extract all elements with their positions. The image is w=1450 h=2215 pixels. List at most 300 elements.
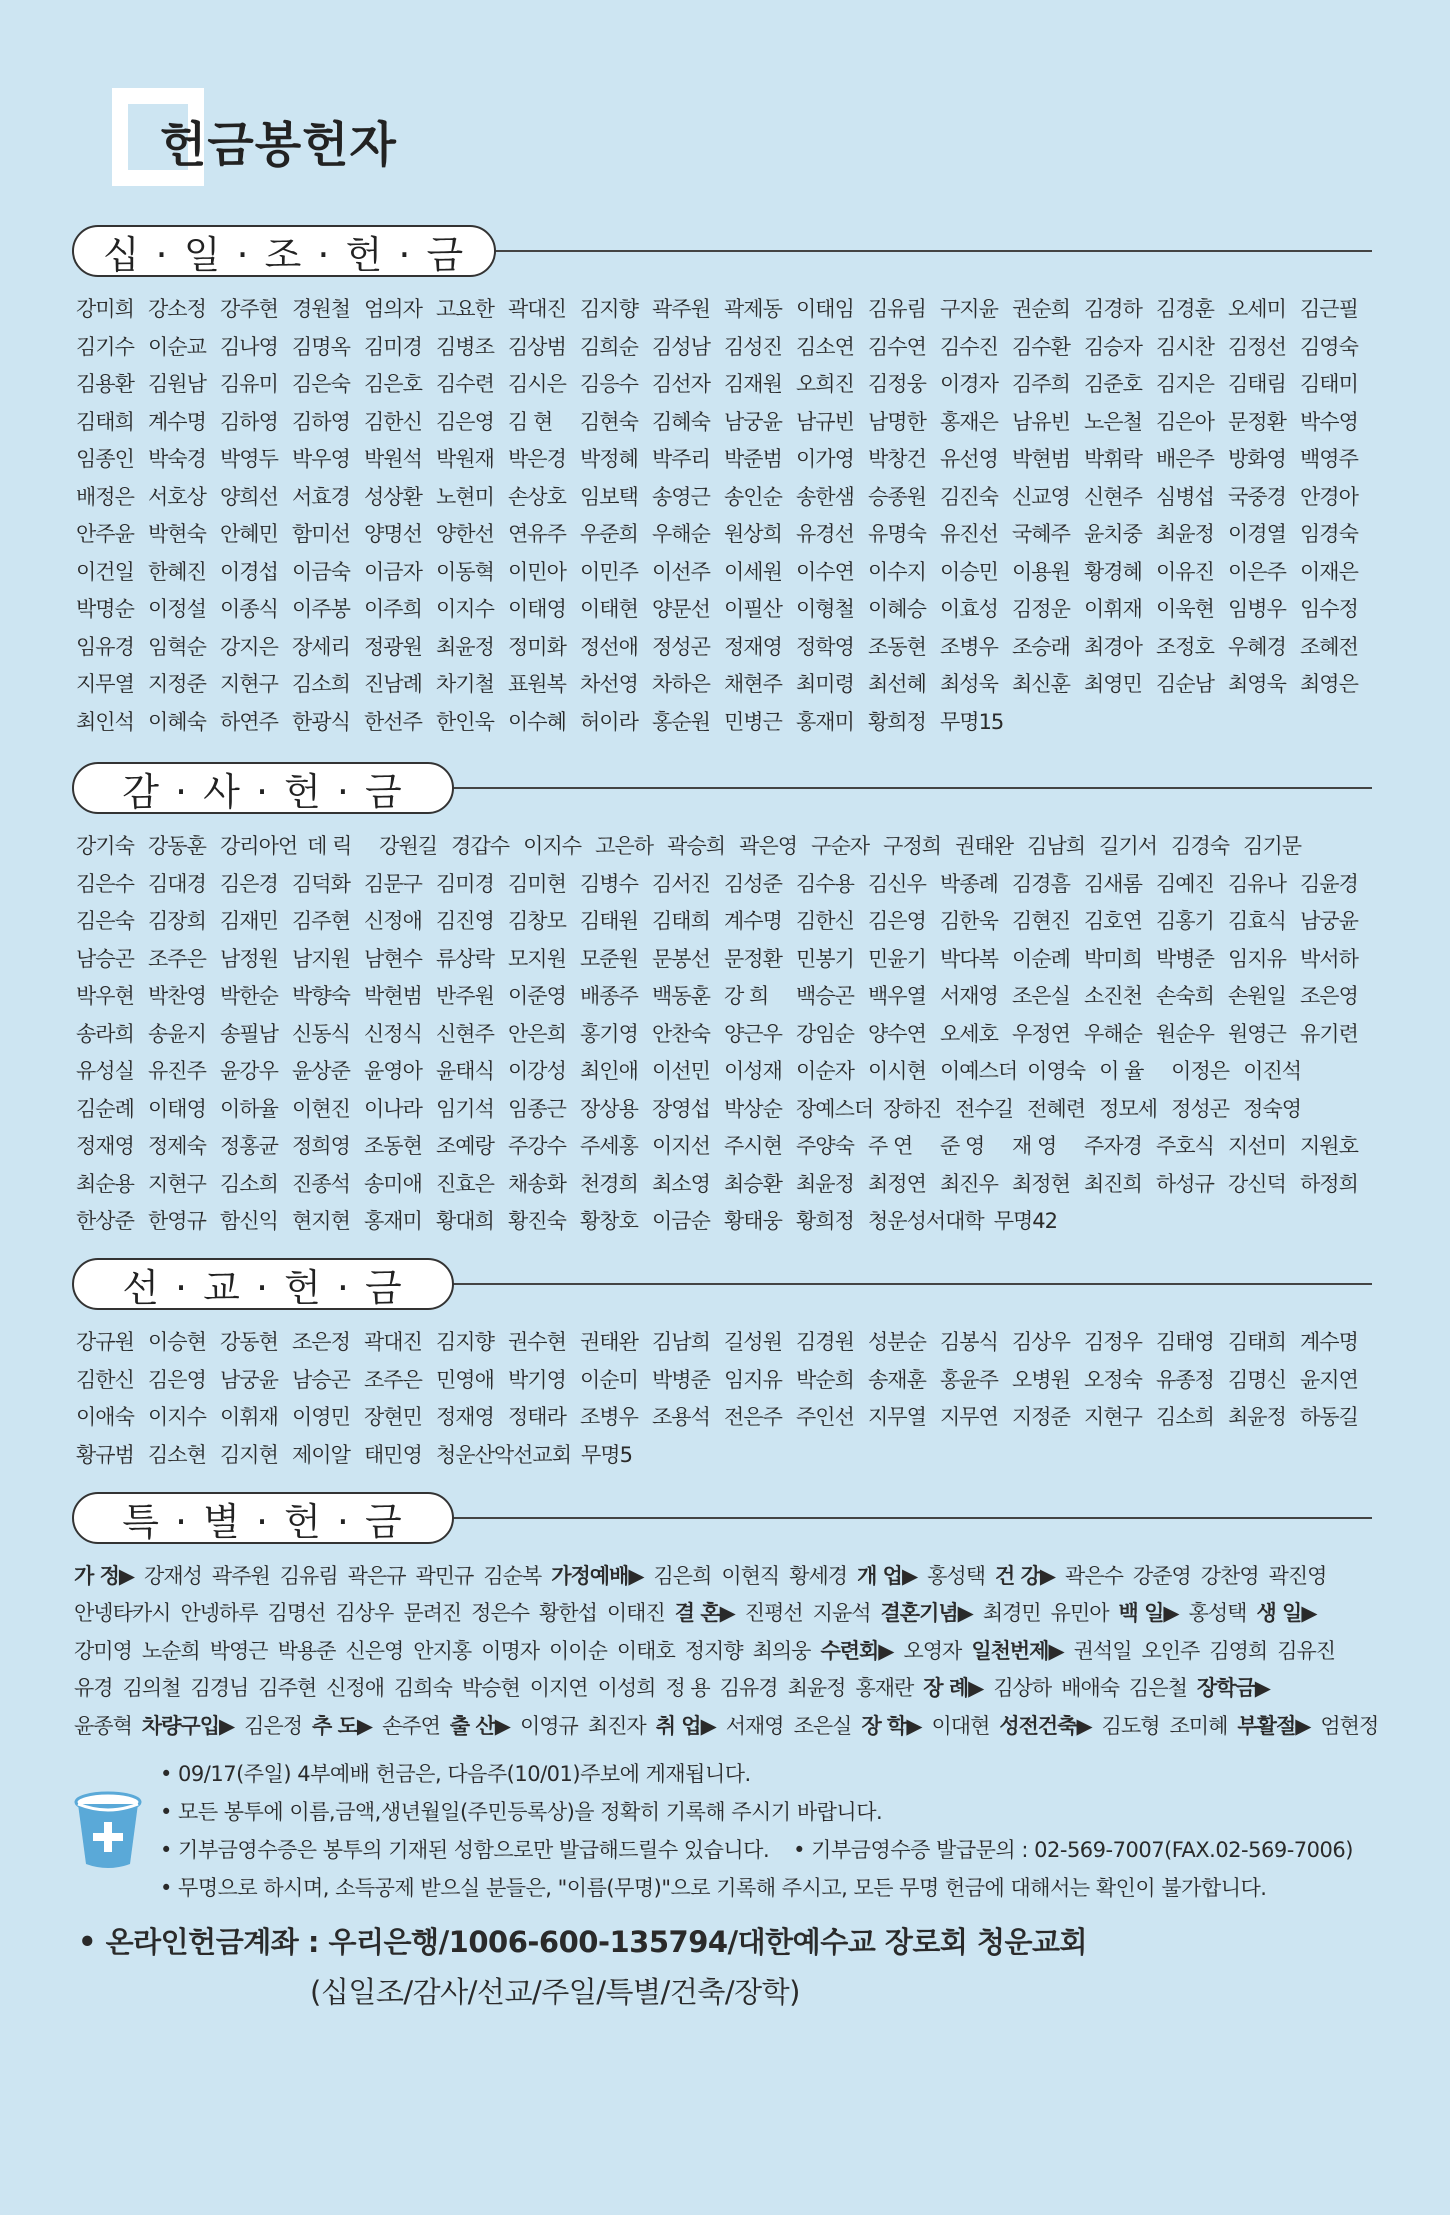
donor-name: 김기수 bbox=[76, 334, 134, 359]
donor-name: 지선미 bbox=[1228, 1134, 1286, 1158]
donor-name: 김나영 bbox=[220, 334, 278, 359]
note-line bbox=[160, 1831, 1420, 1869]
donor-name: 김지향 bbox=[580, 297, 638, 321]
donor-name: 지정준 bbox=[1012, 1405, 1070, 1429]
donor-name: 김태희 bbox=[652, 909, 710, 933]
donor-name: 태민영 bbox=[364, 1442, 422, 1467]
donor-name: 최성욱 bbox=[940, 672, 998, 696]
donor-name: 천경희 bbox=[580, 1171, 638, 1196]
donor-name: 배정은 bbox=[76, 484, 134, 509]
donor-name: 박다복 bbox=[940, 946, 998, 971]
donor-name: 강동훈 bbox=[148, 834, 206, 858]
donor-name: 김경숙 bbox=[1171, 834, 1230, 858]
donor-name: 김한욱 bbox=[940, 909, 998, 933]
donor-name: 김수용 bbox=[796, 871, 854, 896]
donor-name: 남궁윤 bbox=[1300, 909, 1358, 933]
donor-name: 김현진 bbox=[1012, 909, 1070, 933]
donor-name: 손원일 bbox=[1228, 984, 1286, 1008]
donor-name: 김은숙 bbox=[76, 909, 134, 933]
offering-category: 가 정▶ bbox=[74, 1563, 135, 1588]
donor-name: 손상호 bbox=[508, 484, 566, 509]
donor-name: 조은실 bbox=[793, 1713, 852, 1738]
donor-name: 청운성서대학 bbox=[868, 1209, 984, 1233]
donor-name: 김한신 bbox=[76, 1367, 134, 1392]
donor-name: 김지현 bbox=[220, 1442, 278, 1467]
donor-name: 김상범 bbox=[508, 334, 566, 359]
donor-name: 신현주 bbox=[1084, 484, 1142, 509]
donor-name: 민병근 bbox=[724, 709, 782, 734]
donor-name: 윤강우 bbox=[220, 1059, 278, 1083]
donor-name: 윤지연 bbox=[1300, 1367, 1358, 1392]
donor-name: 김재민 bbox=[220, 909, 278, 933]
donor-name: 정홍균 bbox=[220, 1134, 278, 1158]
offering-category: 생 일▶ bbox=[1256, 1601, 1317, 1626]
donor-name: 김유림 bbox=[279, 1563, 338, 1588]
donor-name: 이준영 bbox=[508, 984, 566, 1008]
donor-name: 전은주 bbox=[724, 1405, 782, 1429]
donor-name: 함미선 bbox=[292, 522, 350, 546]
donor-name: 이태현 bbox=[580, 597, 638, 621]
donor-name: 최미령 bbox=[796, 672, 854, 696]
donor-name: 소진천 bbox=[1084, 984, 1142, 1008]
donor-name: 강소정 bbox=[148, 297, 206, 321]
donor-name: 고은하 bbox=[595, 834, 654, 858]
donor-name: 김태희 bbox=[76, 409, 134, 434]
donor-name: 안혜민 bbox=[220, 522, 278, 546]
donor-name: 조용석 bbox=[652, 1405, 710, 1429]
donor-name: 한광식 bbox=[292, 709, 350, 734]
donor-name: 김새롬 bbox=[1084, 871, 1142, 896]
donor-name: 김은정 bbox=[244, 1713, 303, 1738]
donor-name: 고요한 bbox=[436, 297, 494, 321]
donor-name: 김창모 bbox=[508, 909, 566, 933]
offering-category: 건 강▶ bbox=[994, 1563, 1056, 1588]
donor-name: 박현숙 bbox=[148, 522, 206, 546]
donor-name: 남승곤 bbox=[76, 946, 134, 971]
donor-name: 이영규 bbox=[519, 1713, 578, 1738]
donor-name: 김봉식 bbox=[940, 1330, 998, 1354]
donor-name: 지정준 bbox=[148, 672, 206, 696]
donor-name: 이경섭 bbox=[220, 559, 278, 584]
donor-name: 장하진 bbox=[883, 1096, 942, 1121]
donor-name: 김은경 bbox=[220, 871, 278, 896]
donor-name: 황세경 bbox=[789, 1563, 848, 1588]
donor-name: 김병수 bbox=[580, 871, 638, 896]
donor-name: 이대현 bbox=[931, 1713, 990, 1738]
donor-name: 임유경 bbox=[76, 634, 134, 659]
offering-category: 부활절▶ bbox=[1237, 1713, 1311, 1738]
donor-name: 이지연 bbox=[529, 1676, 588, 1701]
donor-name: 양근우 bbox=[724, 1021, 782, 1046]
donor-name: 정성곤 bbox=[1171, 1096, 1230, 1121]
donor-name: 진남례 bbox=[364, 672, 422, 696]
donor-name: 강주현 bbox=[220, 297, 278, 321]
donor-name: 김주희 bbox=[1012, 372, 1070, 396]
donor-name: 이효성 bbox=[940, 597, 998, 621]
donor-name: 이혜숙 bbox=[148, 709, 206, 734]
donor-name: 백동훈 bbox=[652, 984, 710, 1008]
donor-name: 현지현 bbox=[292, 1209, 350, 1233]
donor-name: 곽민규 bbox=[415, 1563, 474, 1588]
donor-name: 우해순 bbox=[1084, 1021, 1142, 1046]
donor-name: 김희숙 bbox=[394, 1676, 452, 1701]
donor-name: 김은영 bbox=[148, 1367, 206, 1392]
donor-name: 신동식 bbox=[292, 1021, 350, 1046]
note-line: • 모든 봉투에 이름,금액,생년월일(주민등록상)을 정확히 기록해 주시기 바랍니다. bbox=[160, 1800, 883, 1824]
offering-category: 가정예배▶ bbox=[551, 1563, 644, 1588]
donor-name: 김호연 bbox=[1084, 909, 1142, 933]
donor-name: 김경하 bbox=[1084, 297, 1142, 321]
donor-name: 이시현 bbox=[868, 1059, 926, 1083]
donor-name: 박종례 bbox=[940, 871, 998, 896]
donor-name: 김주현 bbox=[258, 1676, 317, 1701]
donor-name: 임종근 bbox=[508, 1096, 566, 1121]
donor-name: 지무열 bbox=[76, 672, 134, 696]
donor-name: 황태웅 bbox=[724, 1209, 782, 1233]
donor-name: 이승민 bbox=[940, 559, 998, 584]
donor-name: 강동현 bbox=[220, 1330, 278, 1354]
donor-name: 최진희 bbox=[1084, 1171, 1142, 1196]
donor-name: 강재성 bbox=[144, 1563, 202, 1588]
offering-category: 장학금▶ bbox=[1196, 1676, 1270, 1701]
donor-name: 유성실 bbox=[76, 1059, 134, 1083]
donor-name: 원순우 bbox=[1156, 1021, 1214, 1046]
donor-name: 김태희 bbox=[1228, 1330, 1286, 1354]
donor-name: 김신우 bbox=[868, 871, 926, 896]
donor-name: 지무연 bbox=[940, 1405, 998, 1429]
donor-name: 김병조 bbox=[436, 334, 494, 359]
donor-name: 이수지 bbox=[868, 559, 926, 584]
donor-name: 강신덕 bbox=[1228, 1171, 1286, 1196]
donor-name: 김예진 bbox=[1156, 871, 1214, 896]
donor-name: 김순복 bbox=[483, 1563, 542, 1588]
donor-name: 박미희 bbox=[1084, 946, 1142, 971]
donor-name: 송한샘 bbox=[796, 484, 854, 509]
donor-name: 최정연 bbox=[868, 1171, 926, 1196]
donor-name: 양희선 bbox=[220, 484, 278, 509]
donor-name: 김하영 bbox=[220, 409, 278, 434]
donor-name: 홍순원 bbox=[652, 709, 710, 734]
donor-name: 이주봉 bbox=[292, 597, 350, 621]
section-label: 십 · 일 · 조 · 헌 · 금 bbox=[72, 225, 496, 277]
donor-name: 조주은 bbox=[148, 946, 206, 971]
donor-name: 강규원 bbox=[76, 1330, 134, 1354]
donor-name: 곽은규 bbox=[347, 1563, 406, 1588]
donor-name: 박영근 bbox=[209, 1638, 268, 1663]
donor-name: 김원남 bbox=[148, 372, 206, 396]
donor-name: 김유진 bbox=[1277, 1638, 1336, 1663]
donor-name: 데 릭 bbox=[307, 834, 352, 858]
donor-name: 이혜승 bbox=[868, 597, 926, 621]
donor-name: 구정희 bbox=[883, 834, 942, 858]
donor-name: 한인욱 bbox=[436, 709, 494, 734]
donor-name: 박정혜 bbox=[580, 447, 638, 471]
donor-name: 윤영아 bbox=[364, 1059, 422, 1083]
donor-name: 홍재미 bbox=[364, 1209, 422, 1233]
donor-name: 유경선 bbox=[796, 522, 854, 546]
donor-name: 이성재 bbox=[724, 1059, 782, 1083]
donor-name: 최정현 bbox=[1012, 1171, 1070, 1196]
donor-name: 신정식 bbox=[364, 1021, 422, 1046]
donor-name: 박기영 bbox=[508, 1367, 566, 1392]
donor-name: 재 영 bbox=[1012, 1134, 1057, 1158]
donor-name: 신교영 bbox=[1012, 484, 1070, 509]
donor-name: 김은아 bbox=[1156, 409, 1214, 434]
donor-name: 정학영 bbox=[796, 634, 854, 659]
donor-name: 안넹하루 bbox=[180, 1601, 258, 1626]
donor-name: 김희순 bbox=[580, 334, 638, 359]
donor-name: 이선민 bbox=[652, 1059, 710, 1083]
donor-name: 김은호 bbox=[364, 372, 422, 396]
donor-name: 이승현 bbox=[148, 1330, 206, 1354]
donor-name: 황규범 bbox=[76, 1442, 134, 1467]
donor-name: 김진영 bbox=[436, 909, 494, 933]
section-header bbox=[72, 762, 1372, 814]
donor-name: 김홍기 bbox=[1156, 909, 1214, 933]
donor-name: 최신훈 bbox=[1012, 672, 1070, 696]
donor-name: 박은경 bbox=[508, 447, 566, 471]
donor-name: 김주현 bbox=[292, 909, 350, 933]
donor-name: 김유경 bbox=[719, 1676, 778, 1701]
donor-name: 정모세 bbox=[1099, 1096, 1158, 1121]
donor-name: 안지홍 bbox=[413, 1638, 472, 1663]
donor-name: 이영민 bbox=[292, 1405, 350, 1429]
donor-name: 이세원 bbox=[724, 559, 782, 584]
donor-name: 이나라 bbox=[364, 1096, 422, 1121]
donor-name: 모지원 bbox=[508, 946, 566, 971]
donor-name: 송필남 bbox=[220, 1021, 278, 1046]
donor-name: 홍성택 bbox=[927, 1563, 985, 1588]
donor-name: 김선자 bbox=[652, 372, 710, 396]
offering-box-icon bbox=[72, 1790, 144, 1870]
donor-name: 김명옥 bbox=[292, 334, 350, 359]
section-label: 감 · 사 · 헌 · 금 bbox=[72, 762, 454, 814]
donor-name: 김용환 bbox=[76, 372, 134, 396]
donor-name: 길기서 bbox=[1099, 834, 1158, 858]
donor-name: 이태진 bbox=[606, 1601, 665, 1626]
donor-name: 원상희 bbox=[724, 522, 782, 546]
donor-name: 조은정 bbox=[292, 1330, 350, 1354]
donor-name: 이이순 bbox=[549, 1638, 607, 1663]
donor-name: 이금자 bbox=[364, 559, 422, 584]
donor-name: 최윤정 bbox=[796, 1171, 854, 1196]
donor-name: 구순자 bbox=[811, 834, 870, 858]
note-receipt-inquiry: • 기부금영수증 발급문의 : 02-569-7007(FAX.02-569-7006) bbox=[793, 1838, 1353, 1862]
donor-name: 오정숙 bbox=[1084, 1367, 1142, 1392]
donor-name: 하정희 bbox=[1300, 1171, 1358, 1196]
donor-name: 주강수 bbox=[508, 1134, 566, 1158]
donor-name: 이태영 bbox=[508, 597, 566, 621]
page-title: 헌금봉헌자 bbox=[160, 117, 397, 173]
donor-name: 김성남 bbox=[652, 334, 710, 359]
donor-name: 성상환 bbox=[364, 484, 422, 509]
donor-name: 김미경 bbox=[364, 334, 422, 359]
donor-name: 송재훈 bbox=[868, 1367, 926, 1392]
donor-name: 주 연 bbox=[868, 1134, 913, 1158]
donor-name: 이주희 bbox=[364, 597, 422, 621]
donor-name: 권태완 bbox=[580, 1330, 638, 1354]
donor-name: 김윤경 bbox=[1300, 871, 1358, 896]
donor-name: 홍재미 bbox=[796, 709, 854, 734]
special-row bbox=[74, 1631, 1374, 1669]
donor-name: 김지은 bbox=[1156, 372, 1214, 396]
donor-name: 이용원 bbox=[1012, 559, 1070, 584]
donor-name: 박향숙 bbox=[292, 984, 350, 1008]
donor-name: 정희영 bbox=[292, 1134, 350, 1158]
donor-name: 오세호 bbox=[940, 1021, 998, 1046]
donor-name: 노현미 bbox=[436, 484, 494, 509]
donor-name: 장세리 bbox=[292, 634, 350, 659]
donor-name: 최영은 bbox=[1300, 672, 1358, 696]
donor-name: 황창호 bbox=[580, 1209, 638, 1233]
donor-name: 방화영 bbox=[1228, 447, 1286, 471]
donor-name: 김시은 bbox=[508, 372, 566, 396]
donor-name: 정미화 bbox=[508, 634, 566, 659]
donor-name: 무명42 bbox=[993, 1209, 1058, 1233]
donor-name: 장예스더 bbox=[796, 1096, 874, 1121]
donor-name: 손숙희 bbox=[1156, 984, 1214, 1008]
donor-name: 황희정 bbox=[796, 1209, 854, 1233]
donor-name: 경갑수 bbox=[451, 834, 510, 858]
donor-name: 우혜경 bbox=[1228, 634, 1286, 659]
donor-name: 김상우 bbox=[1012, 1330, 1070, 1354]
donor-name: 이현진 bbox=[292, 1096, 350, 1121]
online-account-categories: (십일조/감사/선교/주일/특별/건축/장학) bbox=[310, 1975, 800, 2009]
donor-name: 김태림 bbox=[1228, 372, 1286, 396]
donor-name: 정 용 bbox=[665, 1676, 710, 1701]
donor-name: 이태호 bbox=[616, 1638, 675, 1663]
donor-name: 김상우 bbox=[335, 1601, 394, 1626]
donor-name: 남궁윤 bbox=[724, 409, 782, 434]
donor-name: 김정선 bbox=[1228, 334, 1286, 359]
donor-name: 정재영 bbox=[724, 634, 782, 659]
donor-name: 김혜숙 bbox=[652, 409, 710, 434]
special-row bbox=[74, 1594, 1374, 1632]
donor-name: 김수환 bbox=[1012, 334, 1070, 359]
donor-name: 안주윤 bbox=[76, 522, 134, 546]
donor-name: 김미경 bbox=[436, 871, 494, 896]
donor-name: 곽주원 bbox=[211, 1563, 270, 1588]
donor-name: 김남희 bbox=[652, 1330, 710, 1354]
donor-name: 이순미 bbox=[580, 1367, 638, 1392]
donor-name: 이지수 bbox=[523, 834, 582, 858]
donor-name: 차선영 bbox=[580, 672, 638, 696]
donor-name: 황진숙 bbox=[508, 1209, 566, 1233]
donor-name: 남규빈 bbox=[796, 409, 854, 434]
donor-name: 강리아언 bbox=[220, 834, 298, 858]
donor-name: 김수연 bbox=[868, 334, 926, 359]
donor-name: 박현범 bbox=[364, 984, 422, 1008]
offering-category: 장 학▶ bbox=[861, 1713, 922, 1738]
donor-name: 양명선 bbox=[364, 522, 422, 546]
donor-name: 이지수 bbox=[436, 597, 494, 621]
donor-name: 이경자 bbox=[940, 372, 998, 396]
donor-name: 황희정 bbox=[868, 709, 926, 734]
donor-name: 윤종혁 bbox=[74, 1713, 132, 1738]
offering-category: 성전건축▶ bbox=[999, 1713, 1092, 1738]
donor-name: 김유림 bbox=[868, 297, 926, 321]
donor-name: 홍윤주 bbox=[940, 1367, 998, 1392]
donor-name: 차기철 bbox=[436, 672, 494, 696]
donor-name: 주세홍 bbox=[580, 1134, 638, 1158]
donor-name: 노순희 bbox=[141, 1638, 200, 1663]
donor-name: 조주은 bbox=[364, 1367, 422, 1392]
donor-name: 신정애 bbox=[326, 1676, 385, 1701]
donor-name: 조정호 bbox=[1156, 634, 1214, 659]
donor-name: 임병우 bbox=[1228, 597, 1286, 621]
donor-name: 이재은 bbox=[1300, 559, 1358, 584]
donor-name: 지현구 bbox=[148, 1171, 206, 1196]
special-row bbox=[74, 1669, 1374, 1707]
donor-name: 채현주 bbox=[724, 672, 782, 696]
donor-name: 이정설 bbox=[148, 597, 206, 621]
donor-name: 서재영 bbox=[940, 984, 998, 1008]
donor-name: 박한순 bbox=[220, 984, 278, 1008]
donor-name: 윤태식 bbox=[436, 1059, 494, 1083]
donor-name: 지현구 bbox=[1084, 1405, 1142, 1429]
donor-name: 박휘락 bbox=[1084, 447, 1142, 471]
donor-name: 강지은 bbox=[220, 634, 278, 659]
offering-category: 출 산▶ bbox=[449, 1713, 510, 1738]
donor-name: 김한신 bbox=[796, 909, 854, 933]
donor-name: 함신익 bbox=[220, 1209, 278, 1233]
donor-name: 남명한 bbox=[868, 409, 926, 434]
donor-name: 홍재란 bbox=[855, 1676, 914, 1701]
donor-name: 민봉기 bbox=[796, 946, 854, 971]
donor-name: 김진숙 bbox=[940, 484, 998, 509]
donor-name: 임기석 bbox=[436, 1096, 494, 1121]
donor-name: 홍기영 bbox=[580, 1021, 638, 1046]
donor-name: 박준범 bbox=[724, 447, 782, 471]
donor-name: 이민아 bbox=[508, 559, 566, 584]
donor-name: 최의웅 bbox=[752, 1638, 811, 1663]
donor-name: 조은영 bbox=[1300, 984, 1358, 1008]
donor-name: 김문구 bbox=[364, 871, 422, 896]
donor-name: 차하은 bbox=[652, 672, 710, 696]
donor-name: 김은영 bbox=[436, 409, 494, 434]
donor-name: 김응수 bbox=[580, 372, 638, 396]
offering-category: 차량구입▶ bbox=[141, 1713, 235, 1738]
donor-name: 오인주 bbox=[1141, 1638, 1200, 1663]
donor-name: 권태완 bbox=[955, 834, 1014, 858]
donor-name: 임보택 bbox=[580, 484, 638, 509]
donor-name: 이태영 bbox=[148, 1096, 206, 1121]
donor-name: 청운산악선교회 bbox=[436, 1442, 572, 1467]
donor-name: 한혜진 bbox=[148, 559, 206, 584]
donor-name: 임수정 bbox=[1300, 597, 1358, 621]
donor-name: 김소희 bbox=[220, 1171, 278, 1196]
donor-name: 유진선 bbox=[940, 522, 998, 546]
donor-name: 장상용 bbox=[580, 1096, 638, 1121]
donor-name: 남지원 bbox=[292, 946, 350, 971]
donor-name: 심병섭 bbox=[1156, 484, 1214, 509]
donor-name: 김태영 bbox=[1156, 1330, 1214, 1354]
donor-name: 정성곤 bbox=[652, 634, 710, 659]
donor-name: 김명신 bbox=[1228, 1367, 1286, 1392]
donor-name: 윤치중 bbox=[1084, 522, 1142, 546]
donor-name: 김태미 bbox=[1300, 372, 1358, 396]
donor-name: 무명15 bbox=[940, 709, 1004, 734]
offering-category: 결 혼▶ bbox=[674, 1601, 735, 1626]
donor-name: 한상준 bbox=[76, 1209, 134, 1233]
donor-name: 오세미 bbox=[1228, 297, 1286, 321]
donor-name: 김영숙 bbox=[1300, 334, 1358, 359]
donor-name: 김효식 bbox=[1228, 909, 1286, 933]
donor-name: 최순용 bbox=[76, 1171, 134, 1196]
donor-name: 이경열 bbox=[1228, 522, 1286, 546]
donor-name: 강미희 bbox=[76, 297, 134, 321]
section-header bbox=[72, 1258, 1372, 1310]
